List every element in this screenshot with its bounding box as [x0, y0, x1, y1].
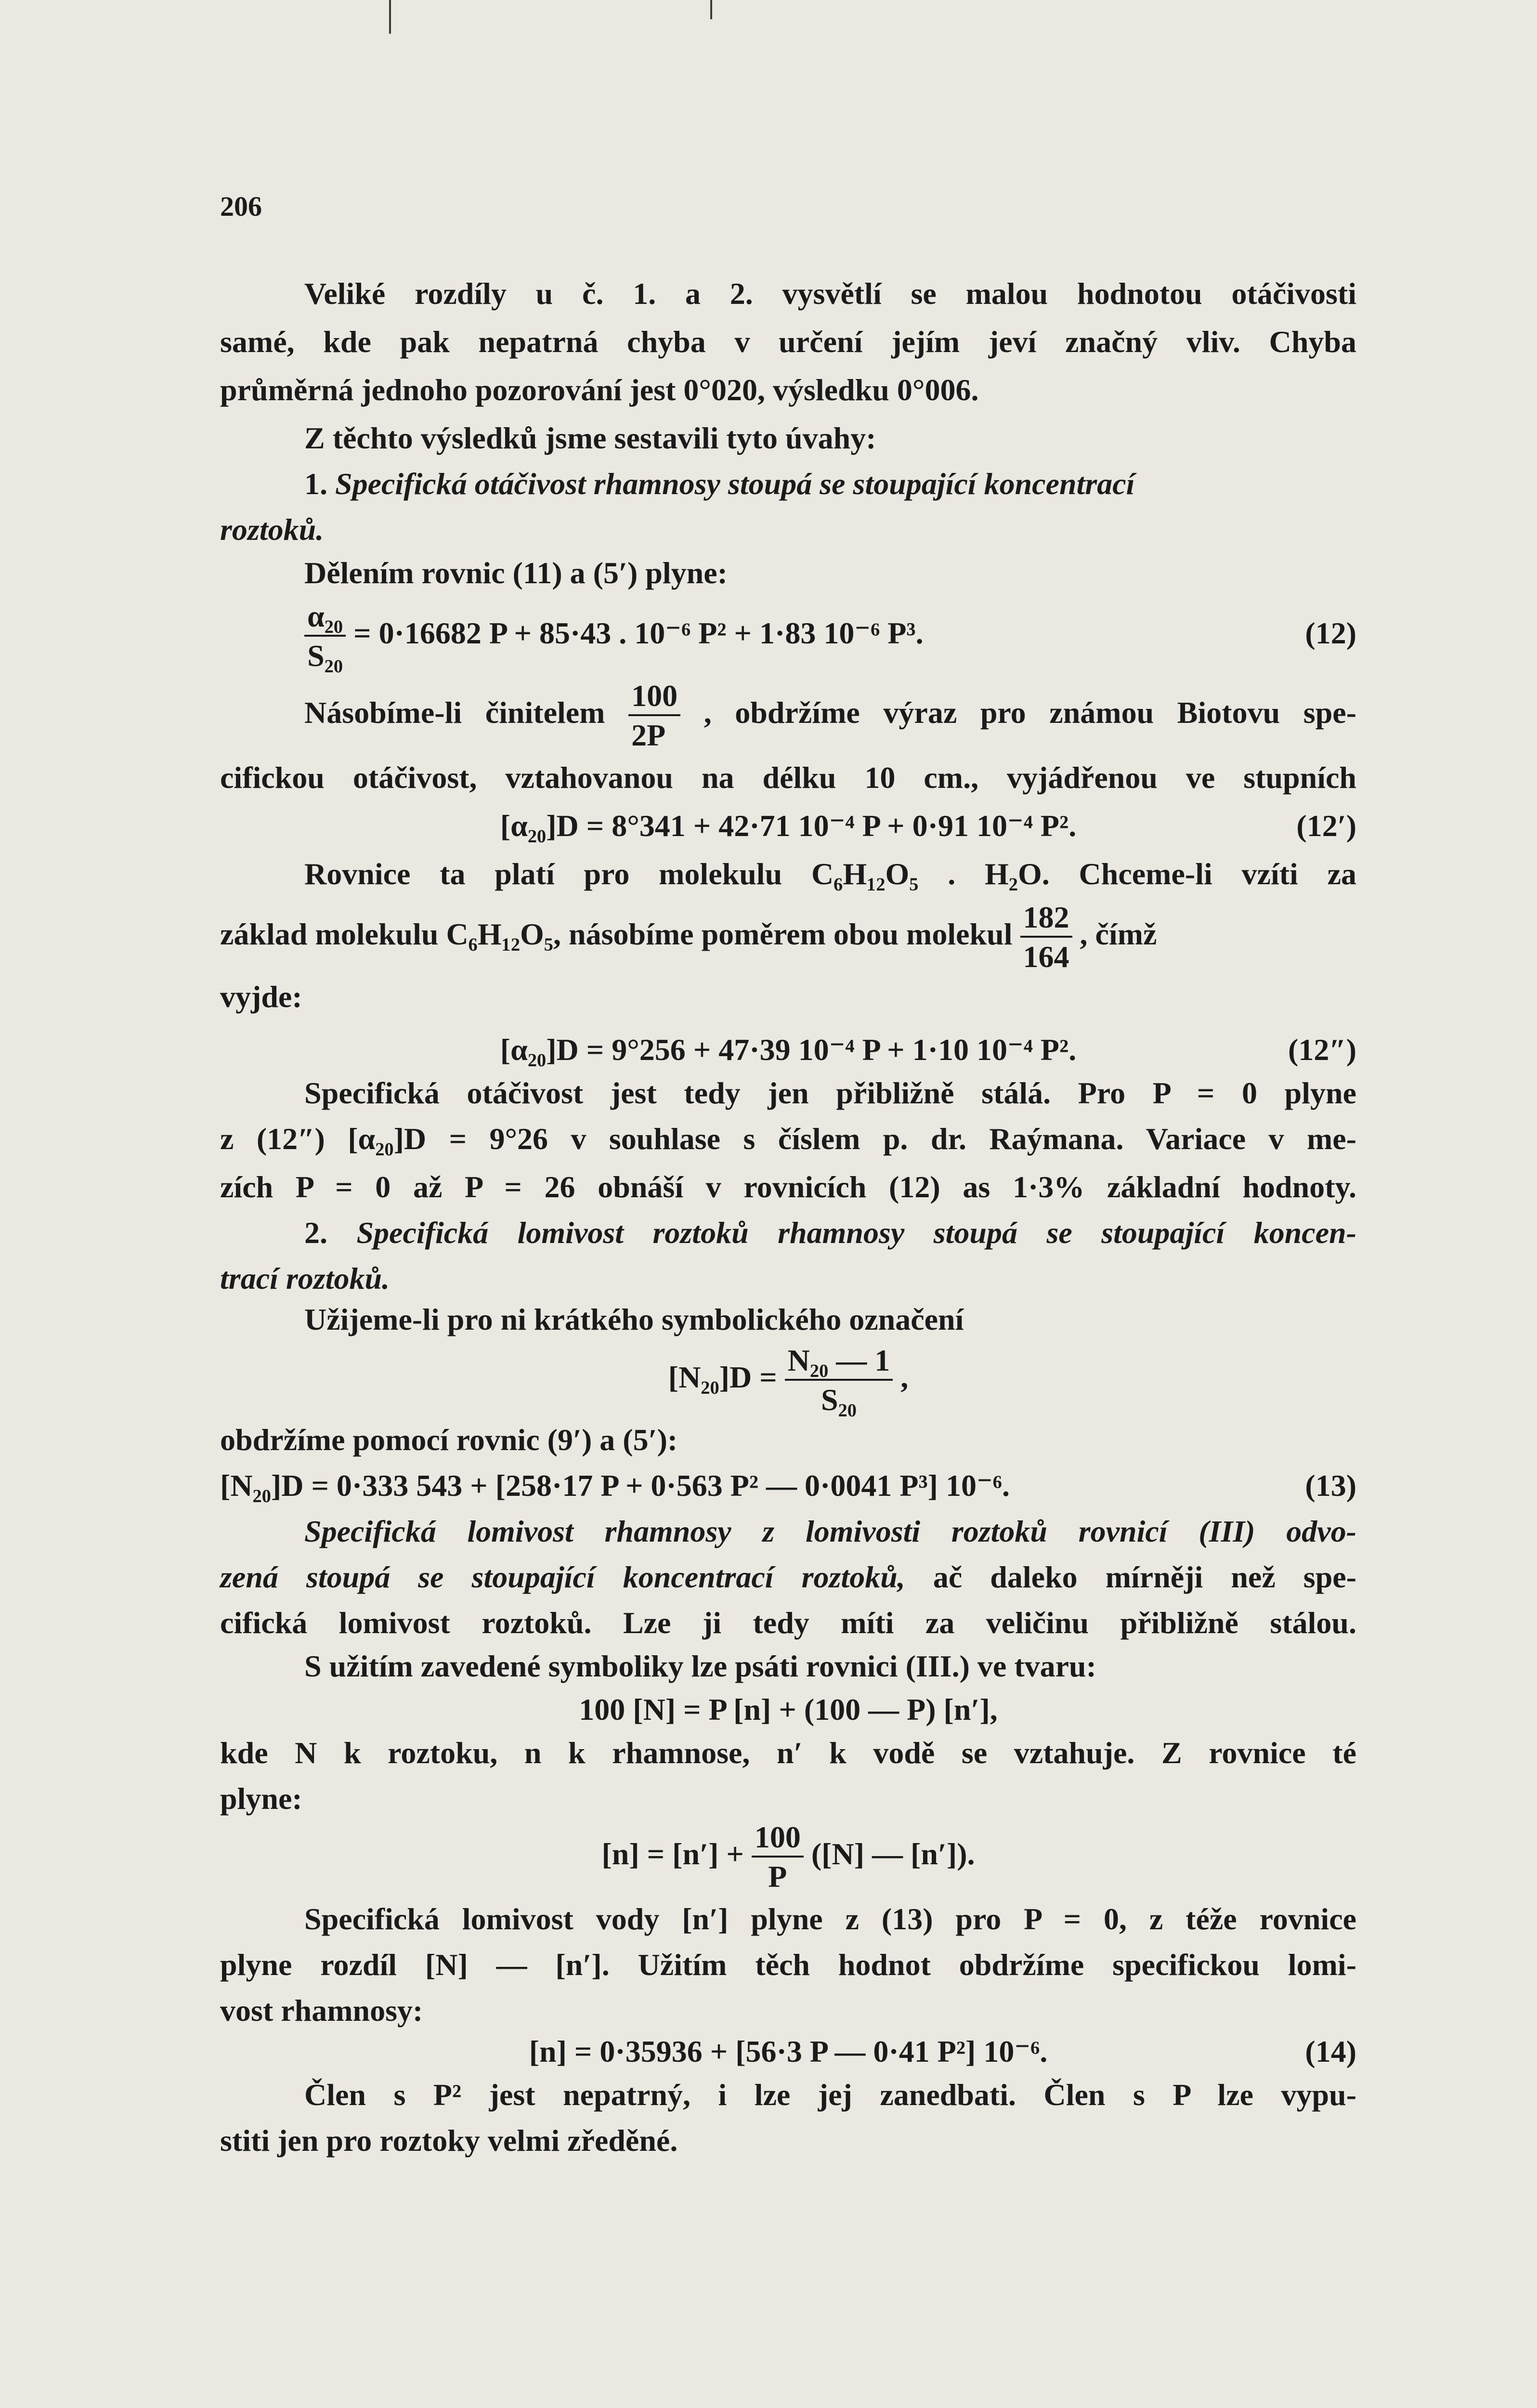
equation-iii: 100 [N] = P [n] + (100 — P) [n′], — [579, 1692, 998, 1727]
numerator: 100 — [752, 1822, 804, 1858]
fraction — [752, 1822, 804, 1892]
text-fragment: základ molekulu C₆H₁₂O₅, násobíme poměrem obou molekul — [220, 917, 1013, 951]
equation-12 — [304, 597, 1356, 673]
text-line: vost rhamnosy: — [220, 1993, 423, 2028]
denominator: S₂₀ — [821, 1383, 857, 1417]
text-line: z (12″) [α₂₀]D = 9°26 v souhlase s číslem p. dr. Raýmana. Variace v me- — [220, 1122, 1356, 1156]
item-number: 1. — [304, 467, 327, 501]
equation-tail: , — [900, 1360, 909, 1394]
numerator: 182 — [1020, 902, 1072, 938]
equation-body: [n] = 0·35936 + [56·3 P — 0·41 P²] 10⁻⁶. — [529, 2034, 1048, 2068]
scan-mark — [389, 0, 391, 34]
text-line: obdržíme pomocí rovnic (9′) a (5′): — [220, 1423, 678, 1457]
n-relation — [220, 1816, 1356, 1893]
italic-statement: roztoků. — [220, 512, 324, 547]
text-line: Z těchto výsledků jsme sestavili tyto úvahy: — [304, 421, 876, 455]
text-line — [304, 1507, 1356, 1556]
text-line: stiti jen pro roztoky velmi zředěné. — [220, 2123, 678, 2158]
text-line: kde N k roztoku, n k rhamnose, n′ k vodě se vztahuje. Z rovnice té — [220, 1736, 1356, 1770]
text-line: Člen s P² jest nepatrný, i lze jej zanedbati. Člen s P lze vypu- — [304, 2078, 1356, 2112]
page-number: 206 — [220, 191, 262, 222]
text-line: samé, kde pak nepatrná chyba v určení jejím jeví značný vliv. Chyba — [220, 325, 1356, 359]
text-line: Rovnice ta platí pro molekulu C₆H₁₂O₅ . H₂O. Chceme-li vzíti za — [304, 857, 1356, 891]
text-line: Užijeme-li pro ni krátkého symbolického označení — [304, 1302, 964, 1336]
equation-12-prime — [220, 802, 1356, 850]
equation-body: [N₂₀]D = 0·333 543 + [258·17 P + 0·563 P² — 0·0041 P³] 10⁻⁶. — [220, 1468, 1010, 1503]
text-line — [304, 1209, 1356, 1257]
text-line — [220, 1553, 1356, 1601]
italic-statement: Specifická otáčivost rhamnosy stoupá se stoupající koncentrací — [335, 467, 1135, 501]
text-fragment: Násobíme-li činitelem — [304, 695, 605, 730]
equation-body: [α₂₀]D = 8°341 + 42·71 10⁻⁴ P + 0·91 10⁻⁴ P². — [500, 809, 1077, 843]
fraction — [304, 601, 346, 671]
equation-14 — [220, 2028, 1356, 2076]
text-line: plyne rozdíl [N] — [n′]. Užitím těch hodnot obdržíme specifickou lomi- — [220, 1948, 1356, 1982]
italic-statement: zená stoupá se stoupající koncentrací roztoků, — [220, 1560, 905, 1594]
fraction — [1020, 902, 1072, 972]
italic-statement: Specifická lomivost roztoků rhamnosy stoupá se stoupající koncen- — [356, 1216, 1357, 1250]
text-line: Veliké rozdíly u č. 1. a 2. vysvětlí se malou hodnotou otáčivosti — [304, 276, 1356, 311]
text-line: zích P = 0 až P = 26 obnáší v rovnicích (12) as 1·3% základní hodnoty. — [220, 1170, 1356, 1204]
n20-definition — [220, 1339, 1356, 1416]
text-line — [304, 674, 1356, 751]
fraction — [628, 681, 680, 751]
equation-13 — [220, 1462, 1356, 1510]
text-fragment: , obdržíme výraz pro známou Biotovu spe- — [703, 695, 1357, 730]
text-line — [304, 460, 1356, 508]
equation-number: (12″) — [1288, 1033, 1356, 1067]
equation-lhs: [n] = [n′] + — [601, 1837, 744, 1871]
equation-number: (12′) — [1296, 809, 1356, 843]
text-line: S užitím zavedené symboliky lze psáti rovnici (III.) ve tvaru: — [304, 1649, 1096, 1683]
text-line: průměrná jednoho pozorování jest 0°020, výsledku 0°006. — [220, 373, 979, 407]
text-line: plyne: — [220, 1781, 302, 1816]
text-line: Specifická otáčivost jest tedy jen přibližně stálá. Pro P = 0 plyne — [304, 1076, 1356, 1110]
equation-body: [α₂₀]D = 9°256 + 47·39 10⁻⁴ P + 1·10 10⁻⁴ P². — [500, 1033, 1077, 1067]
equation-body: = 0·16682 P + 85·43 . 10⁻⁶ P² + 1·83 10⁻⁶ P³. — [353, 616, 924, 650]
denominator: S₂₀ — [307, 639, 343, 673]
equation-12-double-prime — [220, 1026, 1356, 1074]
text-line: Dělením rovnic (11) a (5′) plyne: — [304, 556, 728, 590]
fraction — [785, 1345, 893, 1415]
text-fragment: , čímž — [1080, 917, 1157, 951]
text-line: cifická lomivost roztoků. Lze ji tedy míti za veličinu přibližně stálou. — [220, 1606, 1356, 1640]
denominator: P — [768, 1859, 787, 1894]
italic-statement: trací roztoků. — [220, 1261, 390, 1296]
numerator: N₂₀ — 1 — [785, 1345, 893, 1381]
text-line — [220, 506, 1356, 554]
text-line: cifickou otáčivost, vztahovanou na délku 10 cm., vyjádřenou ve stupních — [220, 760, 1356, 795]
text-line — [220, 896, 1356, 973]
item-number: 2. — [304, 1216, 327, 1250]
equation-number: (12) — [1305, 616, 1356, 650]
equation-rhs: ([N] — [n′]). — [811, 1837, 975, 1871]
equation-number: (14) — [1305, 2034, 1356, 2068]
italic-statement: Specifická lomivost rhamnosy z lomivosti roztoků rovnicí (III) odvo- — [304, 1514, 1356, 1548]
equation-number: (13) — [1305, 1468, 1356, 1503]
numerator: α₂₀ — [304, 601, 346, 637]
text-line: vyjde: — [220, 980, 302, 1014]
denominator: 164 — [1023, 940, 1069, 974]
text-line: Specifická lomivost vody [n′] plyne z (13) pro P = 0, z téže rovnice — [304, 1902, 1356, 1936]
equation-lhs: [N₂₀]D = — [668, 1360, 777, 1394]
scan-mark — [710, 0, 712, 19]
denominator: 2P — [631, 718, 666, 753]
text-fragment: ač daleko mírněji než spe- — [933, 1560, 1357, 1594]
numerator: 100 — [628, 681, 680, 716]
